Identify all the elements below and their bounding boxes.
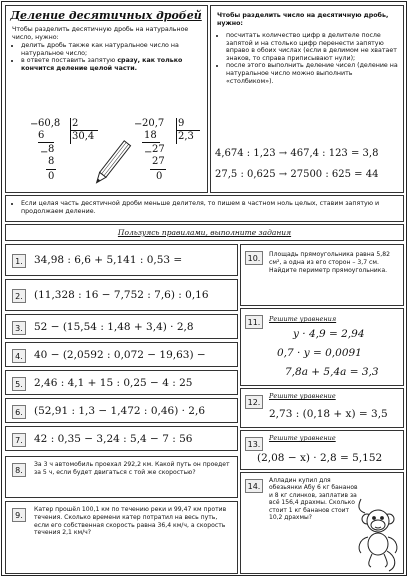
task-number: 13. [245,437,263,451]
task-label: Решите уравнения [269,315,337,323]
rule-item: • посчитать количество цифр в делителе после запятой и на столько цифр перенести запятую вправо в обоих числах (если в делимом не хватает знаков, то справа приписывают нули); [226,32,399,62]
task-header [5,224,404,241]
task-8 [5,456,238,498]
rule-item: • после этого выполнить деление чисел (деление на натуральное число можно выполнить «столбиком»). [226,62,399,85]
pencil-icon [92,134,132,192]
task-number: 7. [12,433,26,447]
task-1 [5,244,238,276]
task-text: Площадь прямоугольника равна 5,82 см², а одна из его сторон – 3,7 см. Найдите периметр прямоугольника. [269,251,391,274]
rule-item: • в ответе поставить запятую сразу, как только кончится деление целой части. [21,57,204,72]
equation: y · 4,9 = 2,94 [293,328,365,340]
task-expression: 34,98 : 6,6 + 5,141 : 0,53 = [34,254,183,266]
equation: 0,7 · y = 0,0091 [277,347,362,359]
task-7 [5,426,238,451]
section-title: Чтобы разделить число на десятичную дробь, нужно: [217,12,389,27]
task-9 [5,501,238,574]
task-2 [5,279,238,311]
long-division-1: 60,8 2 30,4 − 6 − 8 8 0 [30,118,100,190]
task-4 [5,342,238,367]
task-number: 3. [12,321,26,335]
task-10 [240,244,404,306]
rule-list [217,32,399,85]
rule-strip [5,195,404,222]
task-expression: 40 − (2,0592 : 0,072 − 19,63) − [34,349,206,361]
task-number: 9. [12,508,26,522]
equation: 7,8a + 5,4a = 3,3 [285,366,379,378]
task-text: Алладин купил для обезьянки Абу 6 кг бананов и 8 кг слинков, заплатив за всё 156,4 драхмы. Сколько стоит 1 кг бананов стоит 10,2 драхмы? [269,477,358,522]
task-number: 6. [12,405,26,419]
task-number: 12. [245,395,263,409]
task-number: 4. [12,349,26,363]
task-6 [5,398,238,423]
rule-list [12,42,204,72]
task-13 [240,430,404,470]
rule-note: • Если целая часть десятичной дроби меньше делителя, то пишем в частном ноль целых, ставим запятую и продолжаем деление. [12,200,398,215]
rule-box-left [5,5,208,193]
task-number: 1. [12,254,26,268]
example-1: 4,674 : 1,23 → 467,4 : 123 = 3,8 [215,148,379,159]
task-number: 8. [12,463,26,477]
rule-box-right [210,5,404,193]
task-expression: 42 : 0,35 − 3,24 : 5,4 − 7 : 56 [34,433,193,445]
task-expression: (11,328 : 16 − 7,752 : 7,6) : 0,16 [34,289,209,301]
section-title: Деление десятичных дробей [10,9,202,22]
task-number: 2. [12,289,26,303]
task-number: 14. [245,479,263,493]
equation: (2,08 − x) · 2,8 = 5,152 [257,452,383,464]
equation: 2,73 : (0,18 + x) = 3,5 [269,408,388,420]
task-label: Решите уравнение [269,434,336,442]
rule-item: • делить дробь также как натуральное число на натуральное число; [21,42,204,57]
task-number: 10. [245,251,263,265]
task-expression: (52,91 : 1,3 − 1,472 : 0,46) · 2,6 [34,405,205,417]
long-division-2: − 20,7 9 2,3 18 − 27 27 0 [134,118,204,190]
task-number: 5. [12,377,26,391]
intro-text: Чтобы разделить десятичную дробь на натуральное число, нужно: [12,26,189,41]
task-12 [240,388,404,428]
task-11 [240,308,404,386]
task-number: 11. [245,315,263,329]
monkey-icon [353,497,403,573]
example-2: 27,5 : 0,625 → 27500 : 625 = 44 [215,169,379,180]
task-5 [5,370,238,395]
task-header-text: Пользуясь правилами, выполните задания [117,228,292,237]
task-3 [5,314,238,339]
task-expression: 52 − (15,54 : 1,48 + 3,4) · 2,8 [34,321,194,333]
task-text: Катер прошёл 100,1 км по течению реки и 99,47 км против течения. Сколько времени катер потратил на весь путь, если его собственная скорость равна 36,4 км/ч, а скорость течения 2,1 км/ч? [34,506,227,537]
task-expression: 2,46 : 4,1 + 15 : 0,25 − 4 : 25 [34,377,193,389]
task-14 [240,472,404,574]
task-label: Решите уравнение [269,392,336,400]
task-text: За 3 ч автомобиль проехал 292,2 км. Какой путь он проедет за 5 ч, если будет двигаться с той же скоростью? [34,461,230,476]
worksheet-page [1,1,407,576]
